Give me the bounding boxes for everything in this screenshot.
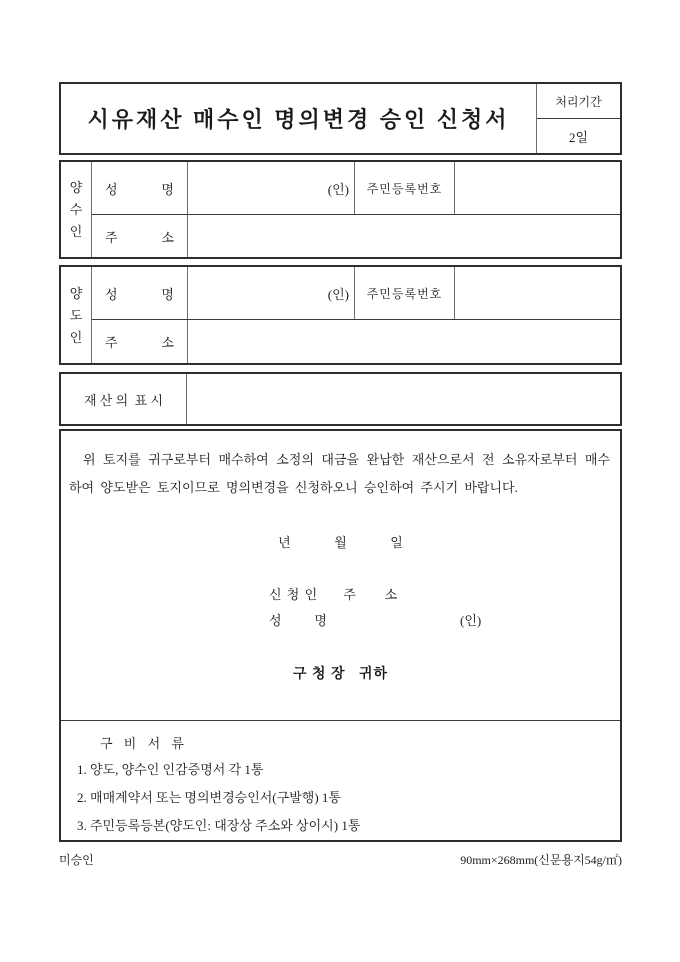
transferee-name-row [92, 162, 620, 214]
transferee-name-label-cell [92, 162, 187, 214]
document-item: 3. 주민등록등본(양도인: 대장상 주소와 상이시) 1통 [77, 818, 361, 833]
transferor-char-1: 양 [69, 285, 83, 301]
applicant-seal-mark: (인) [460, 613, 482, 628]
transferor-section [59, 265, 622, 365]
applicant-address-line [269, 582, 620, 608]
transferor-fields [92, 267, 620, 363]
transferor-address-label: 주 소 [105, 335, 174, 350]
transferee-rrn-label: 주민등록번호 [354, 162, 454, 214]
transferor-address-label-cell [92, 320, 187, 363]
applicant-name-label: 성 명 [269, 613, 327, 628]
transferee-fields [92, 162, 620, 257]
transferor-char-2: 도 [69, 307, 83, 323]
footer-paper-spec: 90mm×268mm(신문용지54g/㎡) [460, 853, 622, 867]
declaration-statement: 위 토지를 귀구로부터 매수하여 소정의 대금을 완납한 재산으로서 전 소유자로부터 매수하여 양도받은 토지이므로 명의변경을 신청하오니 승인하여 주시기 바랍니다. [69, 452, 610, 495]
transferee-char-2: 수 [69, 202, 83, 217]
transferor-seal-mark: (인) [327, 286, 349, 302]
transferor-address-value-cell [187, 320, 620, 363]
title-section [59, 82, 622, 155]
transferee-address-label: 주 소 [105, 229, 174, 245]
documents-heading: 구 비 서 류 [100, 736, 188, 751]
processing-period-value: 2일 [568, 129, 589, 145]
transferor-char-3: 인 [69, 329, 83, 345]
date-line: 년 월 일 [278, 535, 403, 550]
property-value-cell [186, 374, 620, 424]
form-title: 시유재산 매수인 명의변경 승인 신청서 [87, 107, 510, 132]
property-label: 재 산 의 표 시 [83, 392, 164, 408]
property-section [59, 372, 622, 426]
documents-list [77, 756, 620, 840]
transferor-rrn-value-cell [454, 267, 620, 319]
transferor-party-label [61, 267, 92, 363]
transferor-name-value-cell [187, 267, 354, 319]
transferee-address-label-cell [92, 215, 187, 257]
footer-approval-status: 미승인 [59, 853, 94, 867]
document-item: 2. 매매계약서 또는 명의변경승인서(구발행) 1통 [77, 790, 341, 805]
page-footer [59, 851, 622, 868]
transferor-name-label-cell [92, 267, 187, 319]
transferor-name-label: 성 명 [105, 286, 174, 302]
processing-period-column [536, 84, 620, 153]
title-cell [61, 84, 536, 153]
transferee-name-label: 성 명 [105, 181, 174, 197]
transferee-name-value-cell [187, 162, 354, 214]
transferor-address-row [92, 319, 620, 363]
applicant-name-line [269, 608, 620, 634]
transferee-address-value-cell [187, 215, 620, 257]
transferor-name-row [92, 267, 620, 319]
recipient-line: 구 청 장 귀하 [292, 667, 389, 682]
applicant-block [269, 582, 620, 634]
form-sheet [59, 82, 622, 868]
transferee-seal-mark: (인) [327, 181, 349, 197]
processing-period-label: 처리기간 [537, 84, 620, 119]
transferee-rrn-value-cell [454, 162, 620, 214]
declaration-area [61, 431, 620, 721]
transferee-address-row [92, 214, 620, 257]
transferee-party-label [61, 162, 92, 257]
transferee-section [59, 160, 622, 259]
transferor-rrn-label: 주민등록번호 [354, 267, 454, 319]
applicant-address-label: 주 소 [343, 587, 398, 602]
transferee-char-3: 인 [69, 224, 83, 239]
applicant-prefix: 신 청 인 [269, 587, 319, 602]
document-item: 1. 양도, 양수인 인감증명서 각 1통 [77, 762, 264, 777]
documents-area [61, 721, 620, 840]
transferee-char-1: 양 [69, 180, 83, 195]
declaration-section [59, 429, 622, 842]
